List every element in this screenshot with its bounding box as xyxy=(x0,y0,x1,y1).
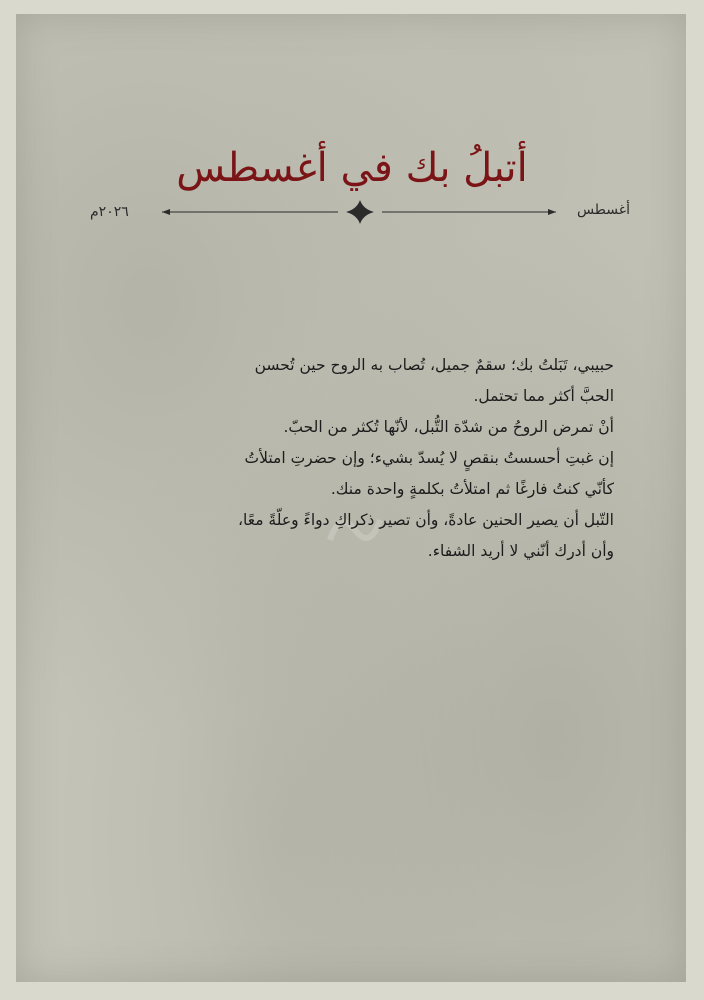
body-line: كأنّي كنتُ فارغًا ثم امتلأتُ بكلمةٍ واحدة منك. xyxy=(330,480,614,498)
month-label: أغسطس xyxy=(576,202,630,218)
title-ornament xyxy=(90,198,630,230)
body-line: وأن أدرك أنّني لا أريد الشفاء. xyxy=(427,542,614,560)
year-label: ٢٠٢٦م xyxy=(90,204,129,220)
body-line: إن غبتِ أحسستُ بنقصٍ لا يُسدّ بشيء؛ وإن حضرتِ امتلأتُ xyxy=(244,449,614,467)
page-title: أتبلُ بك في أغسطس xyxy=(176,145,528,191)
body-line: الحبَّ أكثر مما تحتمل. xyxy=(473,387,614,405)
body-line: التّبل أن يصير الحنين عادةً، وأن تصير ذكراكِ دواءً وعلّةً معًا، xyxy=(238,511,614,529)
body-line: أنْ تمرض الروحُ من شدّة التُّبل، لأنّها تُكثر من الحبّ. xyxy=(283,418,614,436)
body-line: حبيبي، تَبَلتُ بك؛ سقمٌ جميل، تُصاب به الروح حين تُحسن xyxy=(254,356,614,374)
letter-body xyxy=(100,350,614,567)
ornament-divider-icon xyxy=(90,198,630,230)
